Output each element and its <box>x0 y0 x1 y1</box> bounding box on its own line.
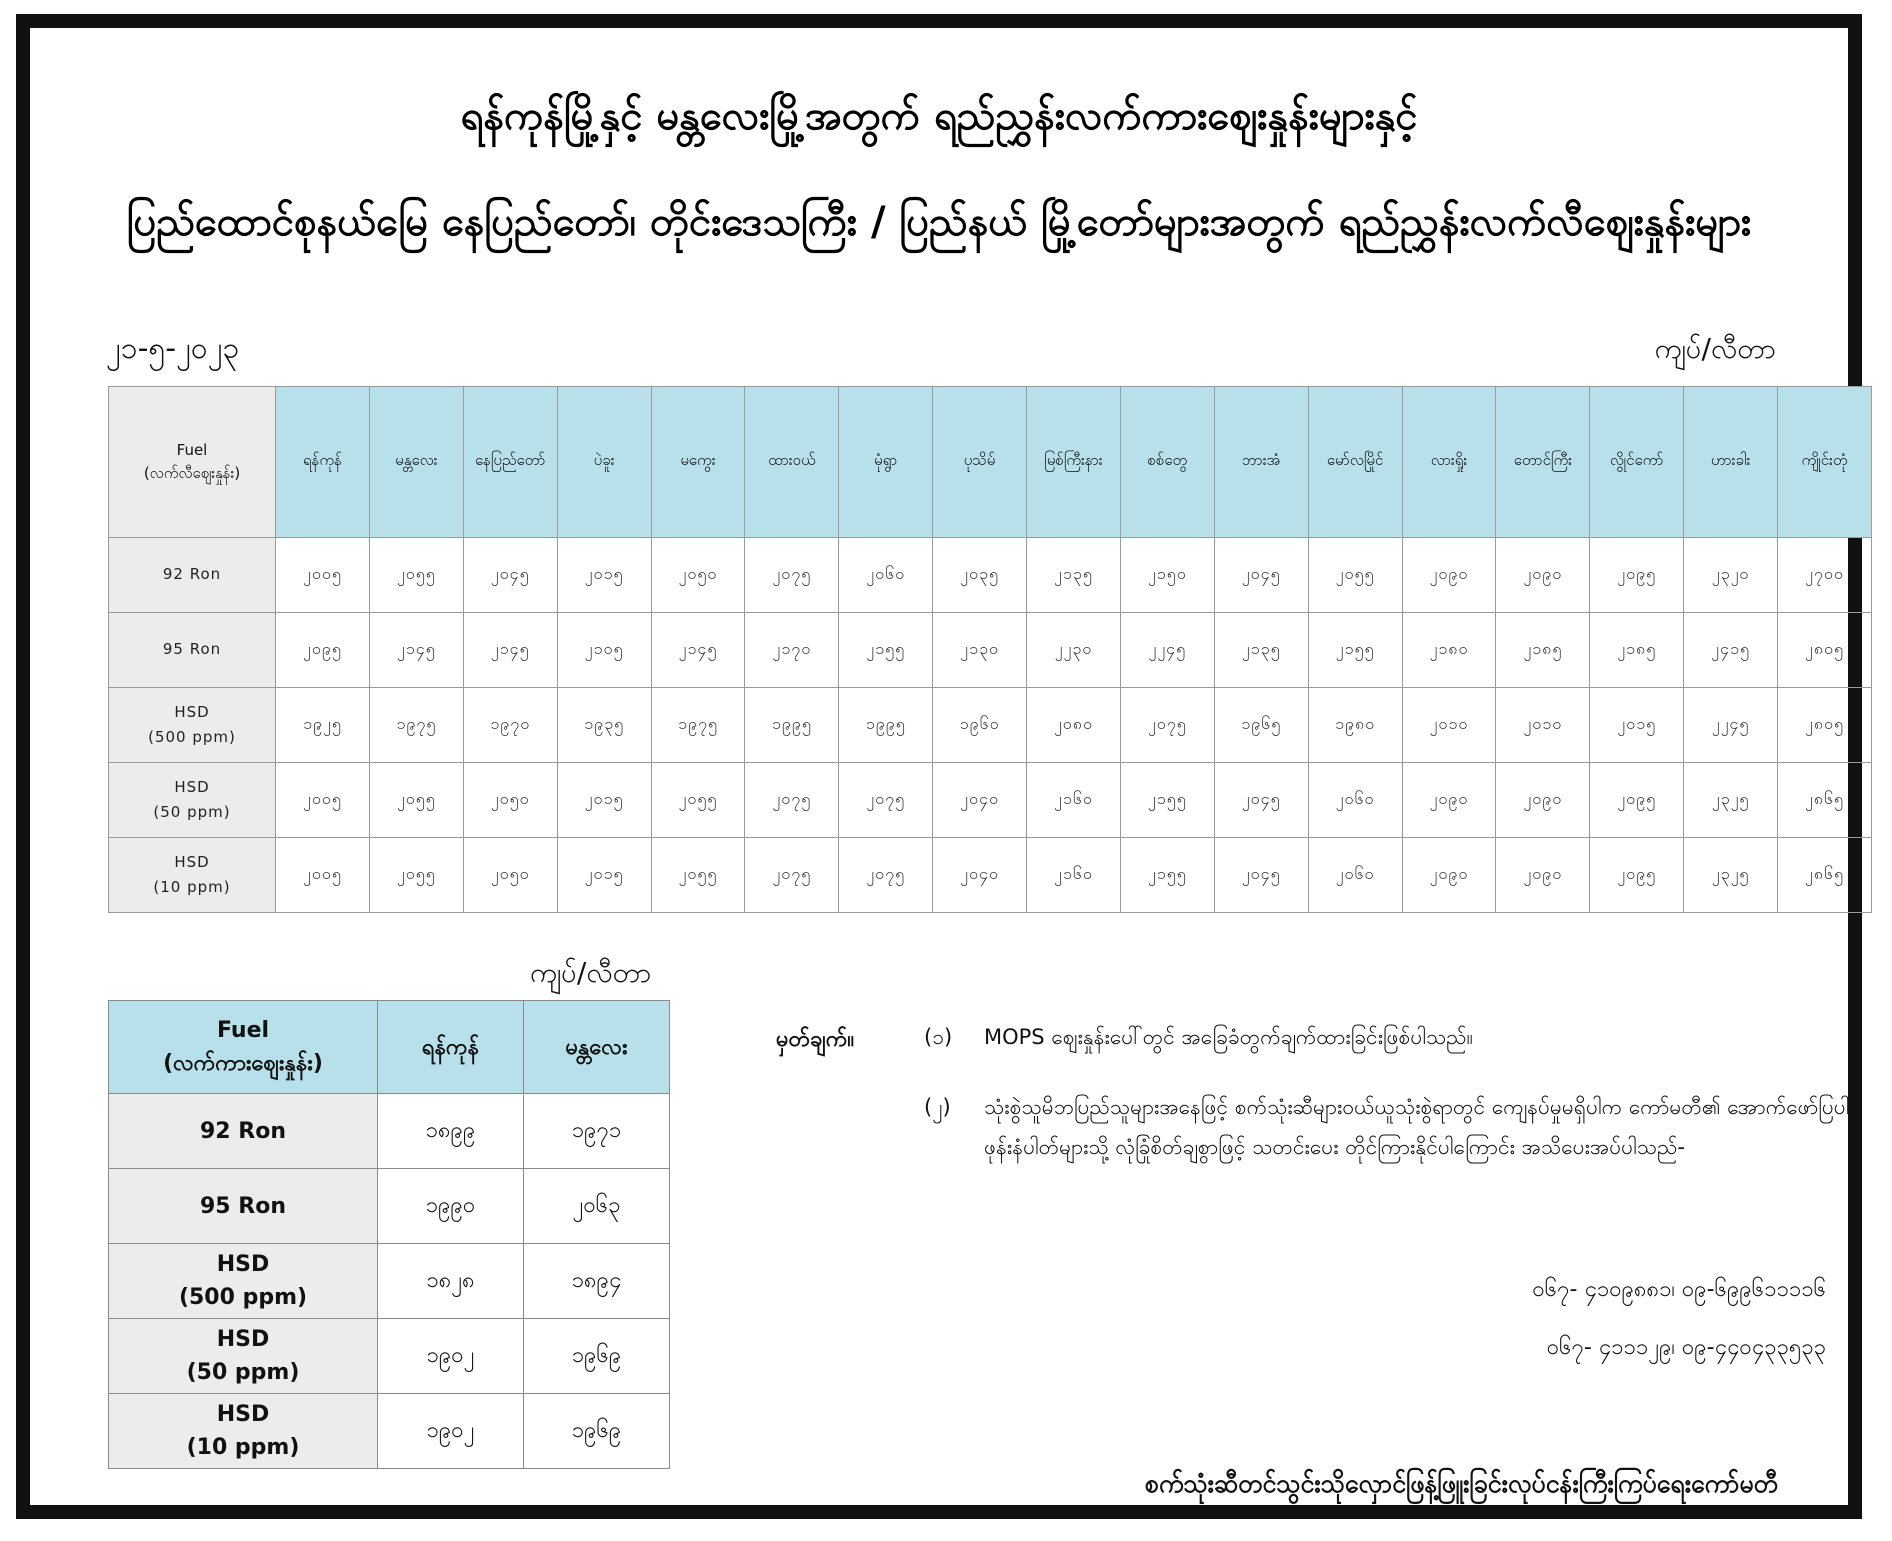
wholesale-price-cell: ၁၈၉၉ <box>378 1094 524 1169</box>
retail-fuel-label-line: 92 Ron <box>162 565 222 584</box>
retail-price-cell: ၂၁၇၀ <box>745 613 839 688</box>
retail-fuel-label-line: HSD <box>174 702 210 721</box>
wholesale-price-cell: ၂၀၆၃ <box>524 1169 670 1244</box>
note-number: (၁) <box>924 1025 953 1049</box>
notes-label: မှတ်ချက်။ <box>776 1027 855 1052</box>
retail-price-cell: ၂၀၅၅ <box>1308 538 1402 613</box>
retail-price-cell: ၂၀၅၅ <box>651 763 745 838</box>
retail-price-cell: ၂၃၂၅ <box>1684 838 1778 913</box>
retail-fuel-label-line: HSD <box>174 777 210 796</box>
retail-price-cell: ၂၁၈၀ <box>1402 613 1496 688</box>
retail-table-row <box>109 838 1872 913</box>
wholesale-fuel-label-line: 92 Ron <box>200 1118 286 1144</box>
retail-price-cell: ၂၈၆၅ <box>1778 838 1872 913</box>
retail-fuel-label-line: (50 ppm) <box>153 803 231 821</box>
retail-fuel-label <box>109 538 276 613</box>
retail-price-cell: ၂၀၉၀ <box>1496 838 1590 913</box>
retail-price-cell: ၂၀၉၀ <box>1402 838 1496 913</box>
retail-price-cell: ၂၁၀၅ <box>557 613 651 688</box>
wholesale-fuel-header <box>109 1001 378 1094</box>
wholesale-price-cell: ၁၉၉၀ <box>378 1169 524 1244</box>
retail-price-cell: ၂၁၅၅ <box>1120 763 1214 838</box>
retail-price-cell: ၂၀၅၅ <box>651 838 745 913</box>
retail-price-cell: ၂၁၄၅ <box>463 613 557 688</box>
retail-city-header: တောင်ကြီး <box>1496 387 1590 538</box>
retail-price-cell: ၂၀၆၀ <box>839 538 933 613</box>
retail-fuel-label-line: (10 ppm) <box>153 878 231 896</box>
retail-price-cell: ၂၀၅၅ <box>369 763 463 838</box>
retail-price-cell: ၂၀၉၅ <box>276 613 370 688</box>
retail-price-cell: ၁၉၃၅ <box>557 688 651 763</box>
wholesale-price-cell: ၁၉၆၉ <box>524 1394 670 1469</box>
retail-city-header: ထားဝယ် <box>745 387 839 538</box>
committee-signature: စက်သုံးဆီတင်သွင်းသိုလှောင်ဖြန့်ဖြူးခြင်းလုပ်ငန်းကြီးကြပ်ရေးကော်မတီ <box>1144 1469 1778 1498</box>
retail-price-cell: ၂၀၅၅ <box>369 538 463 613</box>
retail-price-cell: ၂၀၄၅ <box>463 538 557 613</box>
wholesale-price-cell: ၁၉၀၂ <box>378 1319 524 1394</box>
retail-city-header: မြစ်ကြီးနား <box>1027 387 1121 538</box>
wholesale-table-row <box>109 1244 670 1319</box>
retail-city-header: မော်လမြိုင် <box>1308 387 1402 538</box>
retail-price-cell: ၂၀၇၅ <box>839 838 933 913</box>
retail-price-cell: ၂၀၉၅ <box>1590 763 1684 838</box>
wholesale-fuel-label-line: (50 ppm) <box>186 1360 300 1385</box>
retail-city-header: ဘားအံ <box>1214 387 1308 538</box>
phone-numbers-1: ၀၆၇- ၄၁၀၉၈၈၁၊ ၀၉-၆၉၉၆၁၁၁၁၆ <box>1532 1277 1826 1302</box>
retail-city-header: စစ်တွေ <box>1120 387 1214 538</box>
notice-date: ၂၁-၅-၂၀၂၃ <box>106 331 240 366</box>
retail-price-cell: ၂၂၄၅ <box>1684 688 1778 763</box>
retail-price-cell: ၂၈၀၅ <box>1778 613 1872 688</box>
retail-price-cell: ၂၁၅၀ <box>1120 538 1214 613</box>
retail-price-cell: ၂၀၅၅ <box>369 838 463 913</box>
retail-price-cell: ၂၁၃၅ <box>1214 613 1308 688</box>
retail-price-cell: ၂၀၇၅ <box>745 538 839 613</box>
retail-header-row <box>109 387 1872 538</box>
retail-city-header: ကျိုင်းတုံ <box>1778 387 1872 538</box>
retail-table-row <box>109 613 1872 688</box>
retail-fuel-label-line: 95 Ron <box>162 640 222 659</box>
retail-price-cell: ၂၀၇၅ <box>1120 688 1214 763</box>
retail-price-cell: ၂၀၇၅ <box>839 763 933 838</box>
retail-fuel-label-line: (500 ppm) <box>148 728 236 746</box>
retail-price-cell: ၂၀၅၀ <box>463 838 557 913</box>
retail-fuel-label <box>109 763 276 838</box>
retail-fuel-label <box>109 838 276 913</box>
retail-price-cell: ၂၁၅၅ <box>1308 613 1402 688</box>
note-text: သုံးစွဲသူမိဘပြည်သူများအနေဖြင့် စက်သုံးဆီများဝယ်ယူသုံးစွဲရာတွင် ကျေနပ်မှုမရှိပါက ကော်မတီ၏ အောက်ဖော်ပြပါဖုန်းနံပါတ်များသို့ လုံခြုံစိတ်ချစွာဖြင့် သတင်းပေး တိုင်ကြားနိုင်ပါကြောင်း အသိပေးအပ်ပါသည်- <box>984 1095 1850 1159</box>
wholesale-price-table <box>108 1000 670 1469</box>
retail-price-cell: ၂၀၅၀ <box>463 763 557 838</box>
retail-city-header: ဟားခါး <box>1684 387 1778 538</box>
retail-table-row <box>109 538 1872 613</box>
retail-price-cell: ၂၀၉၀ <box>1402 538 1496 613</box>
retail-price-cell: ၁၉၉၅ <box>839 688 933 763</box>
wholesale-fuel-label <box>109 1094 378 1169</box>
retail-price-cell: ၁၉၆၅ <box>1214 688 1308 763</box>
retail-price-cell: ၂၀၁၅ <box>557 763 651 838</box>
retail-price-cell: ၂၀၆၀ <box>1308 763 1402 838</box>
retail-price-cell: ၂၁၄၅ <box>369 613 463 688</box>
retail-price-cell: ၂၀၈၀ <box>1027 688 1121 763</box>
retail-price-cell: ၂၀၉၀ <box>1402 763 1496 838</box>
retail-fuel-label <box>109 613 276 688</box>
retail-city-header: ပဲခူး <box>557 387 651 538</box>
retail-price-cell: ၂၄၁၅ <box>1684 613 1778 688</box>
notice-frame <box>16 14 1862 1519</box>
wholesale-price-cell: ၁၉၇၁ <box>524 1094 670 1169</box>
retail-price-cell: ၂၁၃၅ <box>1027 538 1121 613</box>
retail-price-cell: ၂၀၆၀ <box>1308 838 1402 913</box>
retail-price-cell: ၂၀၄၅ <box>1214 763 1308 838</box>
retail-fuel-label <box>109 688 276 763</box>
retail-price-cell: ၂၀၃၅ <box>933 538 1027 613</box>
retail-price-cell: ၂၂၄၅ <box>1120 613 1214 688</box>
wholesale-price-cell: ၁၉၆၉ <box>524 1319 670 1394</box>
retail-city-header: မကွေး <box>651 387 745 538</box>
retail-price-cell: ၂၀၄၅ <box>1214 838 1308 913</box>
retail-price-cell: ၂၀၁၀ <box>1402 688 1496 763</box>
retail-price-cell: ၂၃၂၅ <box>1684 763 1778 838</box>
retail-price-cell: ၂၂၃၀ <box>1027 613 1121 688</box>
wholesale-table-row <box>109 1394 670 1469</box>
wholesale-fuel-label-line: 95 Ron <box>200 1193 286 1219</box>
retail-city-header: ရန်ကုန် <box>276 387 370 538</box>
retail-price-cell: ၁၉၉၅ <box>745 688 839 763</box>
retail-price-cell: ၂၁၆၀ <box>1027 838 1121 913</box>
wholesale-fuel-header-line-1: Fuel <box>216 1018 270 1043</box>
retail-price-cell: ၂၁၄၅ <box>651 613 745 688</box>
retail-price-cell: ၂၁၅၅ <box>1120 838 1214 913</box>
retail-fuel-label-line: HSD <box>174 852 210 871</box>
retail-price-cell: ၂၀၁၀ <box>1496 688 1590 763</box>
retail-price-cell: ၁၉၇၀ <box>463 688 557 763</box>
wholesale-price-cell: ၁၉၀၂ <box>378 1394 524 1469</box>
retail-price-cell: ၂၀၀၅ <box>276 763 370 838</box>
retail-city-header: ပုသိမ် <box>933 387 1027 538</box>
unit-label: ကျပ်/လီတာ <box>1654 332 1776 365</box>
retail-fuel-header <box>109 387 276 538</box>
wholesale-price-cell: ၁၈၉၄ <box>524 1244 670 1319</box>
wholesale-table-row <box>109 1169 670 1244</box>
retail-price-cell: ၂၀၁၅ <box>557 838 651 913</box>
retail-price-cell: ၂၁၈၅ <box>1496 613 1590 688</box>
retail-price-cell: ၂၁၈၅ <box>1590 613 1684 688</box>
retail-price-cell: ၂၀၉၅ <box>1590 538 1684 613</box>
wholesale-fuel-label-line: HSD <box>216 1327 270 1352</box>
retail-price-cell: ၂၀၁၅ <box>1590 688 1684 763</box>
retail-price-cell: ၂၇၀၀ <box>1778 538 1872 613</box>
retail-price-cell: ၂၃၂၀ <box>1684 538 1778 613</box>
retail-table-row <box>109 688 1872 763</box>
retail-price-cell: ၂၁၅၅ <box>839 613 933 688</box>
wholesale-fuel-label-line: HSD <box>216 1252 270 1277</box>
retail-table-row <box>109 763 1872 838</box>
retail-price-cell: ၂၀၁၅ <box>557 538 651 613</box>
retail-fuel-header-line-2: (လက်လီဈေးနှုန်း) <box>143 464 241 482</box>
retail-fuel-header-line-1: Fuel <box>176 440 208 459</box>
wholesale-fuel-label-line: (10 ppm) <box>186 1435 300 1460</box>
retail-city-header: မန္တလေး <box>369 387 463 538</box>
note-text: MOPS ဈေးနှုန်းပေါ်တွင် အခြေခံတွက်ချက်ထားခြင်းဖြစ်ပါသည်။ <box>984 1025 1473 1049</box>
wholesale-fuel-label <box>109 1169 378 1244</box>
retail-city-header: လွိုင်ကော် <box>1590 387 1684 538</box>
retail-price-table <box>108 386 1872 913</box>
retail-price-cell: ၁၉၆၀ <box>933 688 1027 763</box>
retail-price-cell: ၂၀၉၀ <box>1496 538 1590 613</box>
retail-price-cell: ၂၀၇၅ <box>745 838 839 913</box>
retail-price-cell: ၂၀၉၅ <box>1590 838 1684 913</box>
wholesale-unit-label: ကျပ်/လီတာ <box>530 956 652 989</box>
retail-city-header: မုံရွာ <box>839 387 933 538</box>
retail-price-cell: ၂၀၄၅ <box>1214 538 1308 613</box>
retail-city-header: နေပြည်တော် <box>463 387 557 538</box>
title-line-1: ရန်ကုန်မြို့နှင့် မန္တလေးမြို့အတွက် ရည်ညွှန်းလက်ကားဈေးနှုန်းများနှင့် <box>460 93 1418 139</box>
wholesale-fuel-label <box>109 1244 378 1319</box>
retail-price-cell: ၂၈၀၅ <box>1778 688 1872 763</box>
wholesale-fuel-label-line: (500 ppm) <box>178 1285 308 1310</box>
title-line-2: ပြည်ထောင်စုနယ်မြေ နေပြည်တော်၊ တိုင်းဒေသကြီး / ပြည်နယ် မြို့တော်များအတွက် ရည်ညွှန်းလက်လီဈေးနှုန်းများ <box>126 199 1752 245</box>
wholesale-fuel-label <box>109 1394 378 1469</box>
wholesale-table-row <box>109 1319 670 1394</box>
wholesale-table-row <box>109 1094 670 1169</box>
wholesale-fuel-label-line: HSD <box>216 1402 270 1427</box>
retail-price-cell: ၂၁၃၀ <box>933 613 1027 688</box>
phone-numbers-2: ၀၆၇- ၄၁၁၁၂၉၊ ၀၉-၄၄၀၄၃၃၅၃၃ <box>1546 1335 1826 1360</box>
retail-price-cell: ၂၀၄၀ <box>933 763 1027 838</box>
retail-price-cell: ၁၉၇၅ <box>651 688 745 763</box>
retail-price-cell: ၁၉၈၀ <box>1308 688 1402 763</box>
retail-price-cell: ၂၀၉၀ <box>1496 763 1590 838</box>
retail-price-cell: ၂၀၀၅ <box>276 538 370 613</box>
wholesale-city-header: မန္တလေး <box>524 1001 670 1094</box>
retail-price-cell: ၂၀၅၀ <box>651 538 745 613</box>
retail-price-cell: ၂၁၆၀ <box>1027 763 1121 838</box>
retail-price-cell: ၂၀၇၅ <box>745 763 839 838</box>
wholesale-price-cell: ၁၈၂၈ <box>378 1244 524 1319</box>
wholesale-city-header: ရန်ကုန် <box>378 1001 524 1094</box>
wholesale-fuel-header-line-2: (လက်ကားဈေးနှုန်း) <box>163 1051 323 1076</box>
retail-city-header: လားရှိုး <box>1402 387 1496 538</box>
wholesale-header-row <box>109 1001 670 1094</box>
note-number: (၂) <box>924 1095 951 1119</box>
retail-price-cell: ၂၈၆၅ <box>1778 763 1872 838</box>
retail-price-cell: ၁၉၇၅ <box>369 688 463 763</box>
retail-price-cell: ၂၀၄၀ <box>933 838 1027 913</box>
wholesale-fuel-label <box>109 1319 378 1394</box>
retail-price-cell: ၂၀၀၅ <box>276 838 370 913</box>
retail-price-cell: ၁၉၂၅ <box>276 688 370 763</box>
